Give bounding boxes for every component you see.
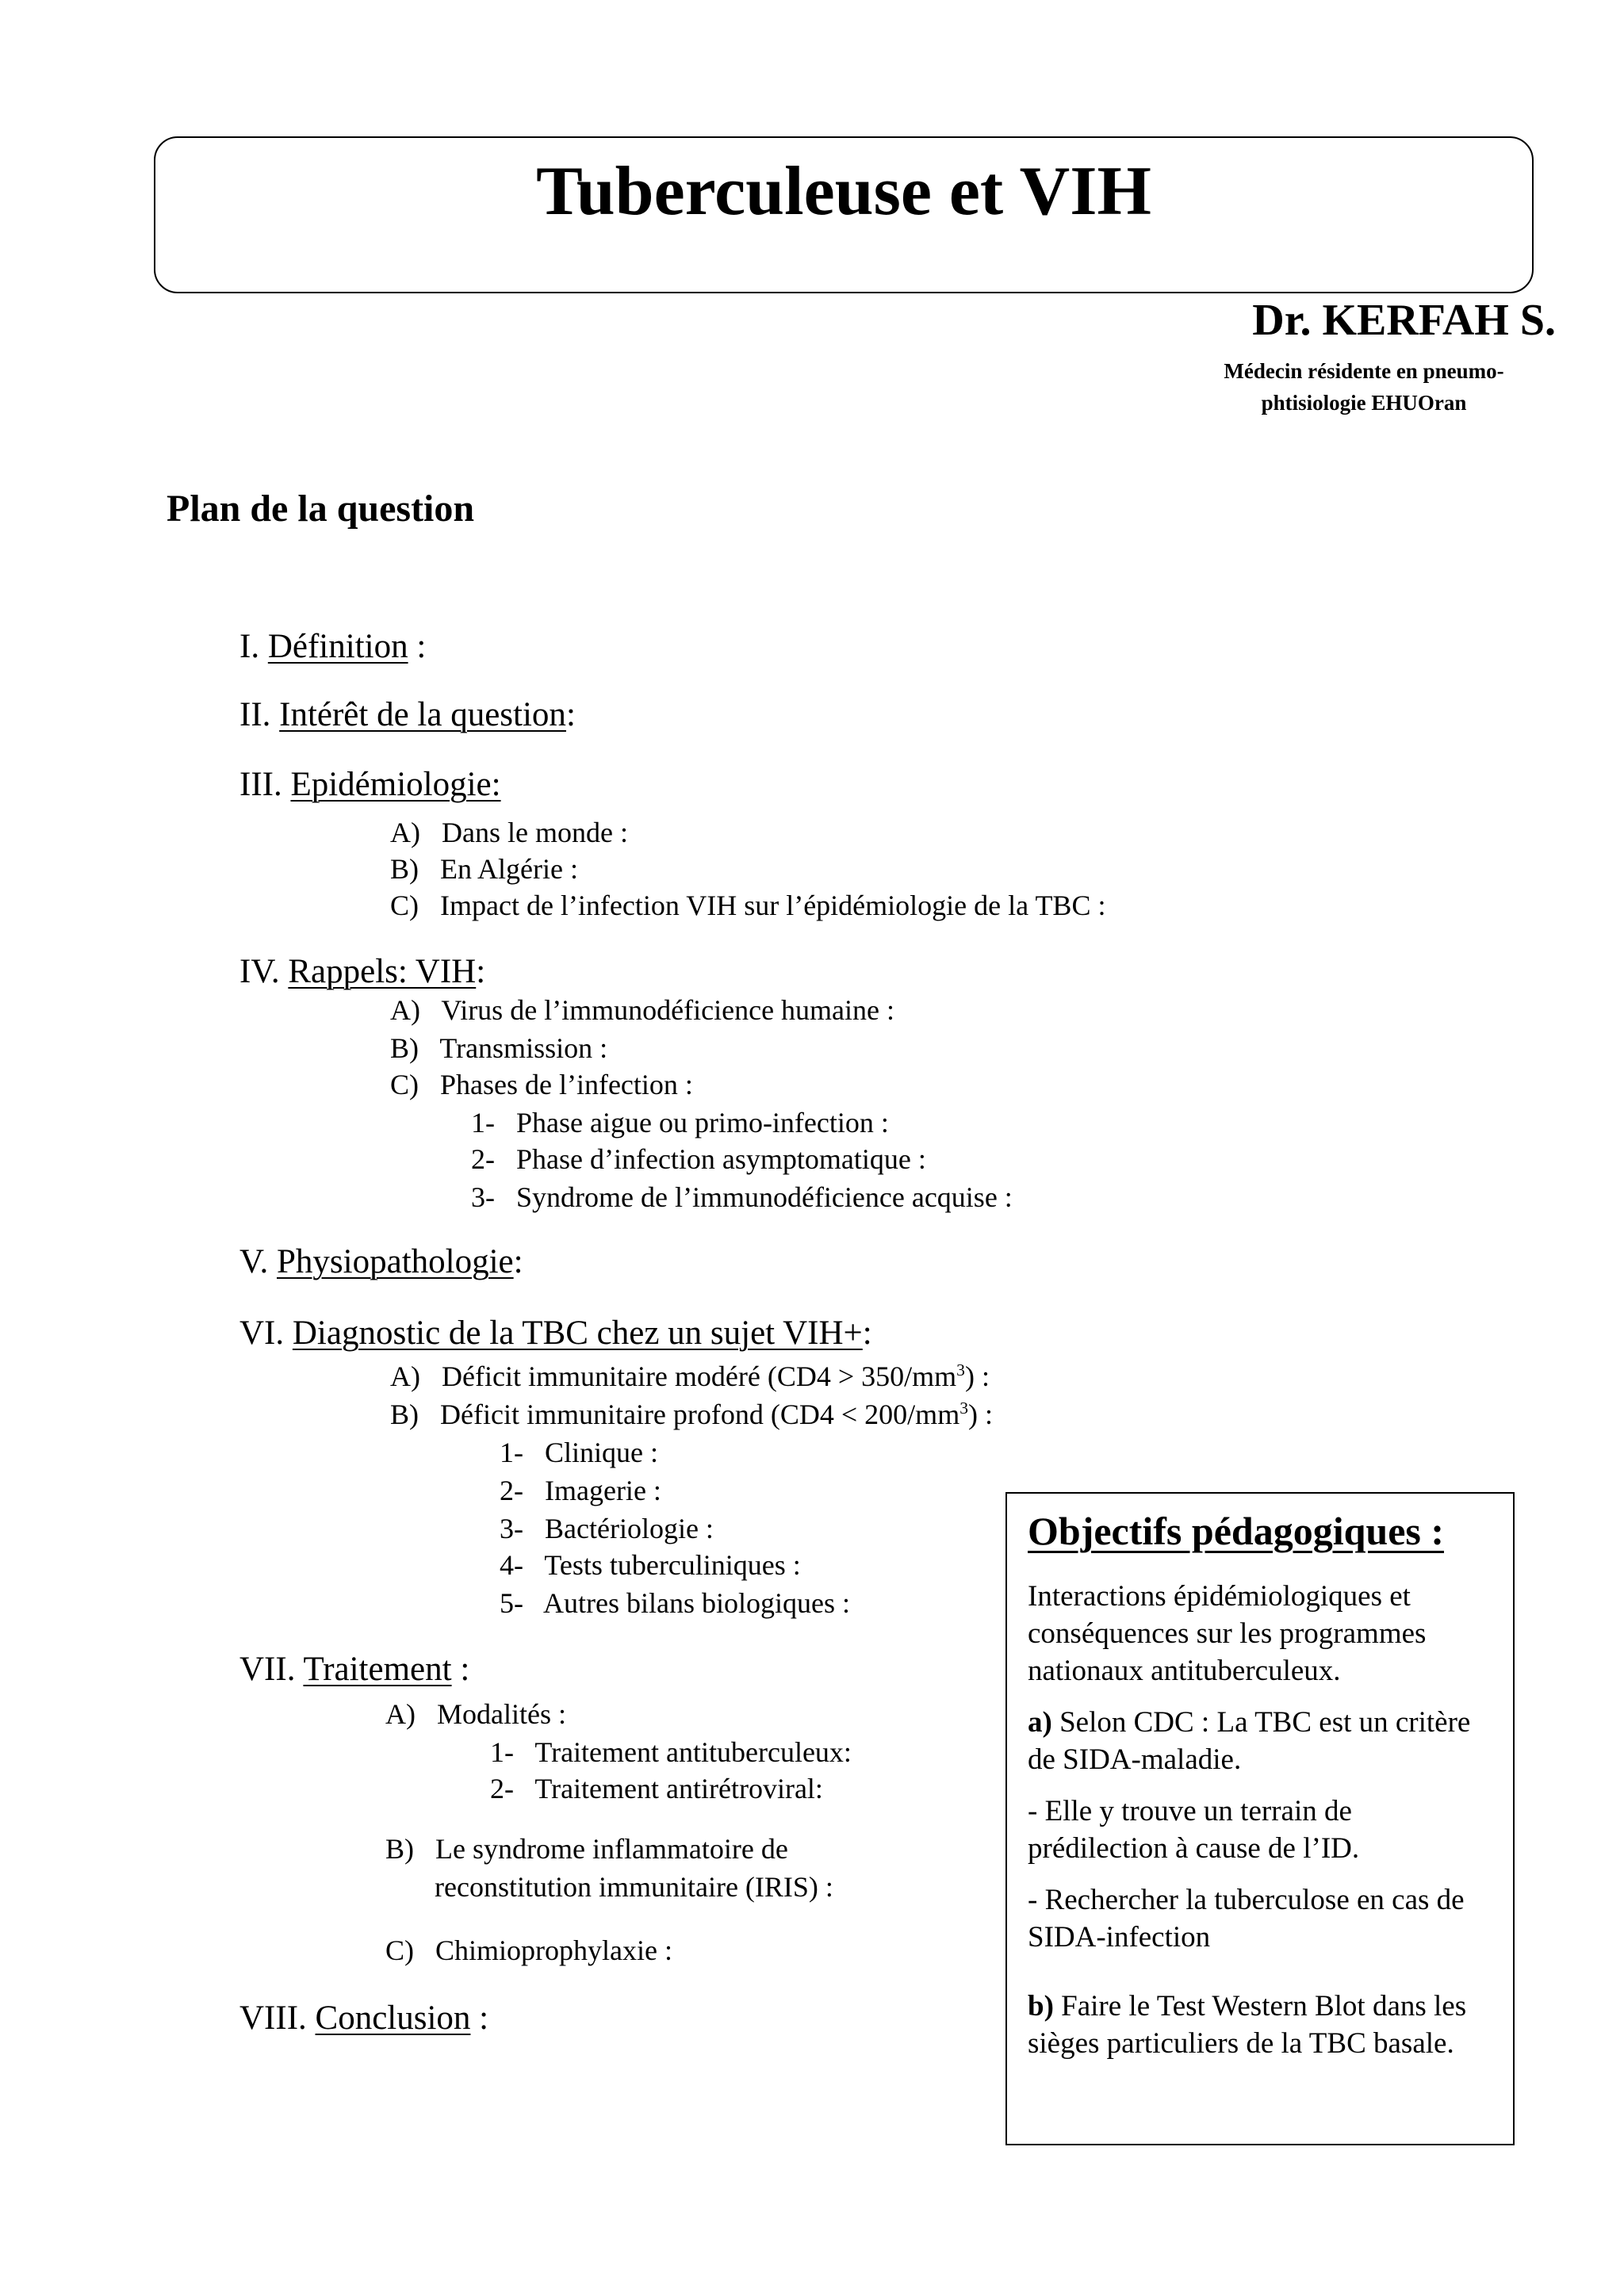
item-number: 5- [500,1587,523,1619]
item-text: Virus de l’immunodéficience humaine : [441,994,895,1026]
item-number: 1- [490,1736,514,1768]
item-number: C) [390,890,419,921]
author-name: Dr. KERFAH S. [1252,296,1556,345]
section-5-number: V. [239,1243,269,1280]
objectives-paragraph-3: - Elle y trouve un terrain de prédilection à cause de l’ID. [1028,1795,1360,1865]
superscript: 3 [956,1360,965,1380]
plan-heading: Plan de la question [167,488,475,530]
objectives-paragraph-2 [1028,1704,1492,1778]
section-5-title: Physiopathologie [277,1243,514,1280]
item-text: Imagerie : [545,1475,661,1506]
item-text: Déficit immunitaire profond (CD4 < 200/mm [440,1399,960,1430]
objectives-label-b: b) [1028,1990,1054,2022]
item-text: Déficit immunitaire modéré (CD4 > 350/mm [442,1360,957,1392]
section-4-item-a [390,996,894,1024]
item-text: Phases de l’infection : [440,1069,693,1100]
item-number: B) [390,1032,419,1064]
section-2-number: II. [239,696,271,733]
item-number: A) [390,817,420,848]
objectives-label-a: a) [1028,1706,1052,1739]
section-8 [239,2001,488,2035]
section-6-number: VI. [239,1314,285,1352]
item-text-end: ) : [964,1360,990,1392]
item-number: A) [390,994,420,1026]
section-6-item-b [390,1400,993,1429]
section-7-title: Traitement [303,1651,452,1688]
section-1 [239,629,426,664]
item-number: B) [390,1399,419,1430]
item-text: Bactériologie : [545,1513,714,1544]
section-6 [239,1316,872,1350]
section-7-item-a2 [490,1774,823,1803]
item-number: 1- [471,1107,495,1138]
item-number: 2- [490,1773,514,1804]
title-box [154,136,1534,293]
section-4-item-c1 [471,1108,889,1137]
superscript: 3 [959,1399,968,1418]
section-2-title: Intérêt de la question [279,696,566,733]
section-1-number: I. [239,628,260,665]
item-number: B) [390,853,419,885]
section-4-suffix: : [476,953,486,990]
item-number: C) [385,1934,414,1966]
section-4 [239,955,485,989]
item-text: Autres bilans biologiques : [543,1587,850,1619]
item-number: 1- [500,1437,523,1468]
section-3-item-c [390,891,1105,920]
document-title: Tuberculeuse et VIH [536,153,1151,230]
section-3-item-b [390,855,578,883]
item-number: 2- [500,1475,523,1506]
section-4-number: IV. [239,953,280,990]
objectives-heading: Objectifs pédagogiques : [1028,1509,1444,1553]
item-number: 3- [500,1513,523,1544]
objectives-text-a: Selon CDC : La TBC est un critère de SIDA-maladie. [1028,1706,1471,1776]
section-2-suffix: : [565,696,576,733]
item-text: Dans le monde : [442,817,628,848]
section-7-item-a1 [490,1738,852,1766]
section-7-item-b [385,1835,788,1863]
author-affiliation [1189,355,1538,419]
section-7-item-b-continuation: reconstitution immunitaire (IRIS) : [435,1871,833,1903]
item-text-end: ) : [968,1399,993,1430]
section-6-title: Diagnostic de la TBC chez un sujet VIH+ [292,1314,863,1352]
section-4-item-c [390,1070,693,1099]
item-number: 2- [471,1143,495,1175]
item-text: Modalités : [437,1698,566,1730]
item-number: 3- [471,1181,495,1213]
item-text: Syndrome de l’immunodéficience acquise : [516,1181,1013,1213]
section-6-item-a [390,1362,990,1391]
section-3 [239,767,501,802]
section-7-suffix: : [451,1651,470,1688]
item-number: A) [390,1360,420,1392]
affiliation-line-2: phtisiologie EHUOran [1261,391,1467,415]
section-6-item-b2 [500,1476,661,1505]
item-text: Traitement antirétroviral: [534,1773,823,1804]
section-8-title: Conclusion [315,1999,471,2037]
item-text: Transmission : [439,1032,608,1064]
section-8-suffix: : [470,1999,489,2037]
section-4-title: Rappels: VIH [288,953,477,990]
item-text: Clinique : [545,1437,658,1468]
objectives-paragraph-4: - Rechercher la tuberculose en cas de SIDA-infection [1028,1884,1465,1954]
section-6-item-b3 [500,1514,714,1543]
section-3-title: Epidémiologie: [290,766,501,803]
section-6-item-b5 [500,1589,850,1617]
item-text: En Algérie : [440,853,578,885]
objectives-box [1005,1492,1515,2145]
item-text: Impact de l’infection VIH sur l’épidémiologie de la TBC : [440,890,1106,921]
item-number: A) [385,1698,416,1730]
item-number: B) [385,1833,414,1865]
section-4-item-b [390,1034,607,1062]
section-3-item-a [390,818,628,847]
item-text: Phase aigue ou primo-infection : [516,1107,889,1138]
section-6-suffix: : [862,1314,872,1352]
objectives-text-b: Faire le Test Western Blot dans les sièges particuliers de la TBC basale. [1028,1990,1467,2060]
section-6-item-b1 [500,1438,658,1467]
section-5 [239,1245,523,1279]
item-text: Phase d’infection asymptomatique : [516,1143,926,1175]
section-7 [239,1652,469,1686]
section-1-title: Définition [267,628,408,665]
item-text: Tests tuberculiniques : [544,1549,801,1581]
section-8-number: VIII. [239,1999,307,2037]
item-text: Le syndrome inflammatoire de [435,1833,788,1865]
objectives-paragraph-5 [1028,1988,1492,2062]
section-7-item-c [385,1936,672,1965]
section-7-item-a [385,1700,566,1728]
affiliation-line-1: Médecin résidente en pneumo- [1224,359,1504,383]
item-text: Traitement antituberculeux: [534,1736,852,1768]
section-6-item-b4 [500,1551,801,1579]
section-2 [239,698,576,732]
section-4-item-c3 [471,1183,1013,1211]
item-text: Chimioprophylaxie : [435,1934,672,1966]
section-5-suffix: : [513,1243,523,1280]
item-number: 4- [500,1549,523,1581]
section-7-number: VII. [239,1651,296,1688]
item-number: C) [390,1069,419,1100]
section-1-suffix: : [408,628,427,665]
section-3-number: III. [239,766,282,803]
objectives-paragraph-1: Interactions épidémiologiques et conséquences sur les programmes nationaux antituberculeux. [1028,1580,1427,1687]
section-4-item-c2 [471,1145,926,1173]
